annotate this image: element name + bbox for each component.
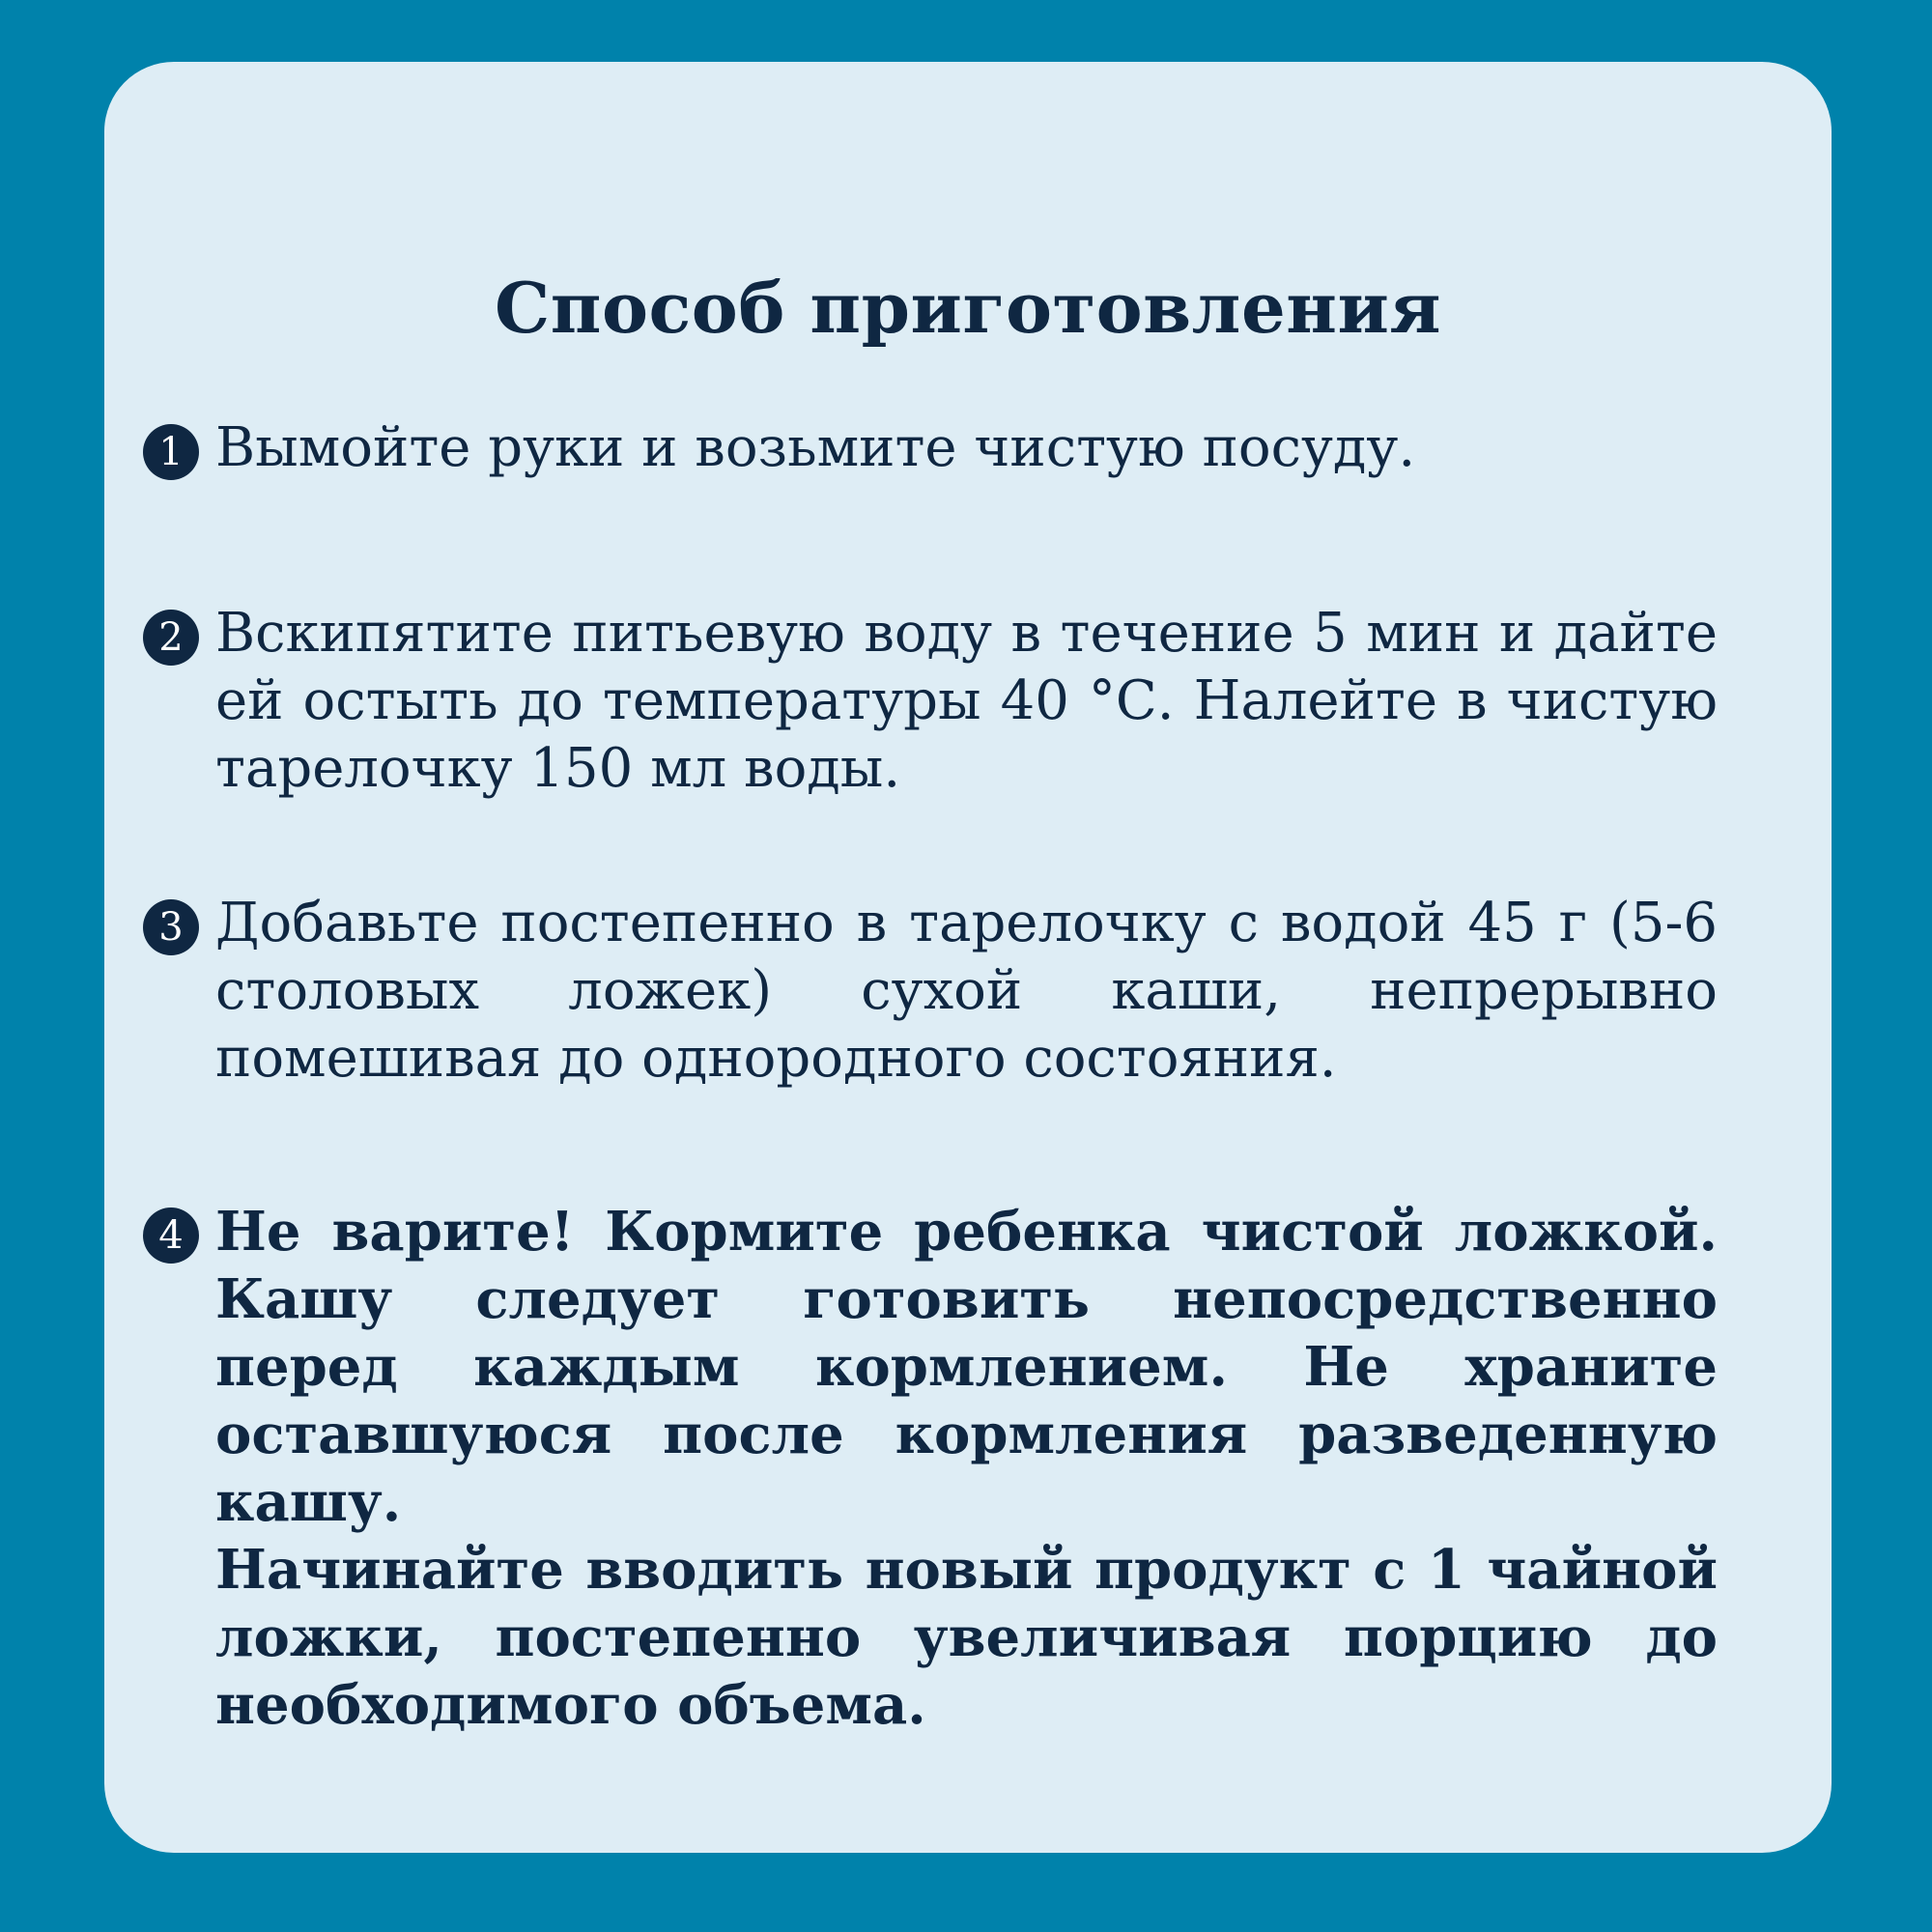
step-number-badge: 1 (143, 424, 199, 480)
step-text: Добавьте постепенно в тарелочку с водой 45 г (5-6 столовых ложек) сухой каши, непрерывно помешивая до однородного состояния. (215, 892, 1718, 1090)
step-text-paragraph: Начинайте вводить новый продукт с 1 чайной ложки, постепенно увеличивая порцию до необходимого объема. (215, 1538, 1718, 1737)
instruction-card (104, 62, 1832, 1853)
step-number-badge: 3 (143, 899, 199, 955)
step-text-paragraph: Не варите! Кормите ребенка чистой ложкой. Кашу следует готовить непосредственно перед каждым кормлением. Не храните оставшуюся после кормления разведенную кашу. (215, 1200, 1718, 1534)
step-number-badge: 4 (143, 1208, 199, 1264)
step-4 (143, 1198, 1718, 1739)
step-3 (143, 890, 1718, 1093)
step-text (215, 1198, 1718, 1739)
step-2 (143, 600, 1718, 803)
step-text: Вымойте руки и возьмите чистую посуду. (215, 416, 1416, 479)
step-text: Вскипятите питьевую воду в течение 5 мин и дайте ей остыть до температуры 40 °С. Налейте в чистую тарелочку 150 мл воды. (215, 602, 1718, 800)
step-1 (143, 414, 1718, 482)
step-number-badge: 2 (143, 610, 199, 666)
page-title: Способ приготовления (494, 267, 1442, 349)
